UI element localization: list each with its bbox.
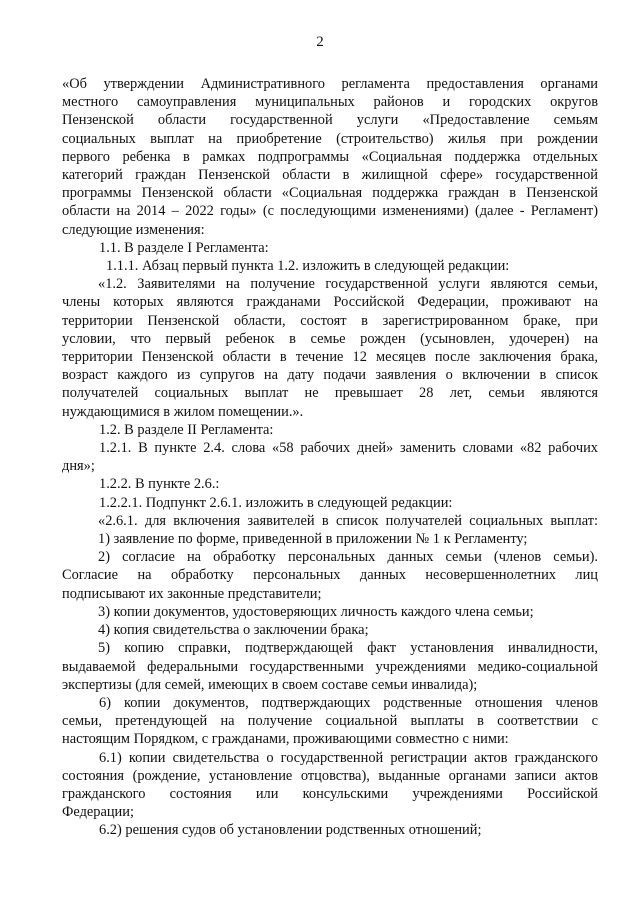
text-line: члены которых являются гражданами Российской Федерации, проживают на [62,294,598,311]
text-line: подписывают их законные представители; [62,585,322,602]
text-line: 1.1.1. Абзац первый пункта 1.2. изложить в следующей редакции: [106,258,510,275]
text-line: 1.2.2. В пункте 2.6.: [99,476,220,493]
text-line: семьи, претендующей на получение социальной выплаты в соответствии с [62,713,598,730]
text-line: нуждающимися в жилом помещении.». [62,403,304,420]
text-line: территории Пензенской области в течение 12 месяцев после заключения брака, [62,349,598,366]
text-line: 6.2) решения судов об установлении родственных отношений; [99,822,482,839]
text-line: следующие изменения: [62,221,205,238]
text-line: гражданского состояния или консульскими учреждениями Российской [62,785,598,802]
text-line: возраст каждого из супругов на дату подачи заявления о включении в список [62,367,598,384]
text-line: первого ребенка в рамках подпрограммы «Социальная поддержка отдельных [62,148,598,165]
text-line: области на 2014 – 2022 годы» (с последующими изменениями) (далее - Регламент) [62,203,598,220]
text-line: территории Пензенской области, состоят в зарегистрированном браке, при [62,312,598,329]
text-line: Согласие на обработку персональных данных несовершеннолетних лиц [62,567,598,584]
text-line: 1.2.2.1. Подпункт 2.6.1. изложить в следующей редакции: [99,494,453,511]
text-line: выдаваемой федеральными государственными учреждениями медико-социальной [62,658,598,675]
text-line: «2.6.1. для включения заявителей в список получателей социальных выплат: [98,512,598,529]
document-body [62,75,598,840]
text-line: экспертизы (для семей, имеющих в своем составе семьи инвалида); [62,676,478,693]
text-line: условии, что первый ребенок в семье рожден (усыновлен, удочерен) на [62,330,598,347]
text-line: Пензенской области государственной услуги «Предоставление семьям [62,112,598,129]
text-line: 6) копии документов, подтверждающих родственные отношения членов [99,694,598,711]
text-line: 2) согласие на обработку персональных данных семьи (членов семьи). [98,549,598,566]
text-line: программы Пензенской области «Социальная поддержка граждан в Пензенской [62,185,598,202]
text-line: 1.2. В разделе II Регламента: [99,421,274,438]
text-line: 1) заявление по форме, приведенной в приложении № 1 к Регламенту; [98,531,528,548]
text-line: получателей социальных выплат не превышает 28 лет, семьи являются [62,385,598,402]
text-line: 6.1) копии свидетельства о государственной регистрации актов гражданского [99,749,598,766]
text-line: 1.2.1. В пункте 2.4. слова «58 рабочих дней» заменить словами «82 рабочих [99,440,598,457]
text-line: 3) копии документов, удостоверяющих личность каждого члена семьи; [98,603,534,620]
text-line: дня»; [62,458,95,475]
text-line: местного самоуправления муниципальных районов и городских округов [62,94,598,111]
text-line: социальных выплат на приобретение (строительство) жилья при рождении [62,130,598,147]
text-line: категорий граждан Пензенской области в жилищной сфере» государственной [62,167,598,184]
page-number: 2 [316,34,324,50]
text-line: «Об утверждении Административного регламента предоставления органами [62,76,598,92]
text-line: Федерации; [62,804,134,821]
text-line: настоящим Порядком, с гражданами, проживающими совместно с ними: [62,731,509,748]
text-line: 5) копию справки, подтверждающей факт установления инвалидности, [98,640,598,657]
text-line: состояния (рождение, установление отцовства), выданные органами записи актов [62,767,598,784]
text-line: 4) копия свидетельства о заключении брака; [98,622,369,639]
text-line: 1.1. В разделе I Регламента: [99,239,269,256]
text-line: «1.2. Заявителями на получение государственной услуги являются семьи, [98,276,598,293]
